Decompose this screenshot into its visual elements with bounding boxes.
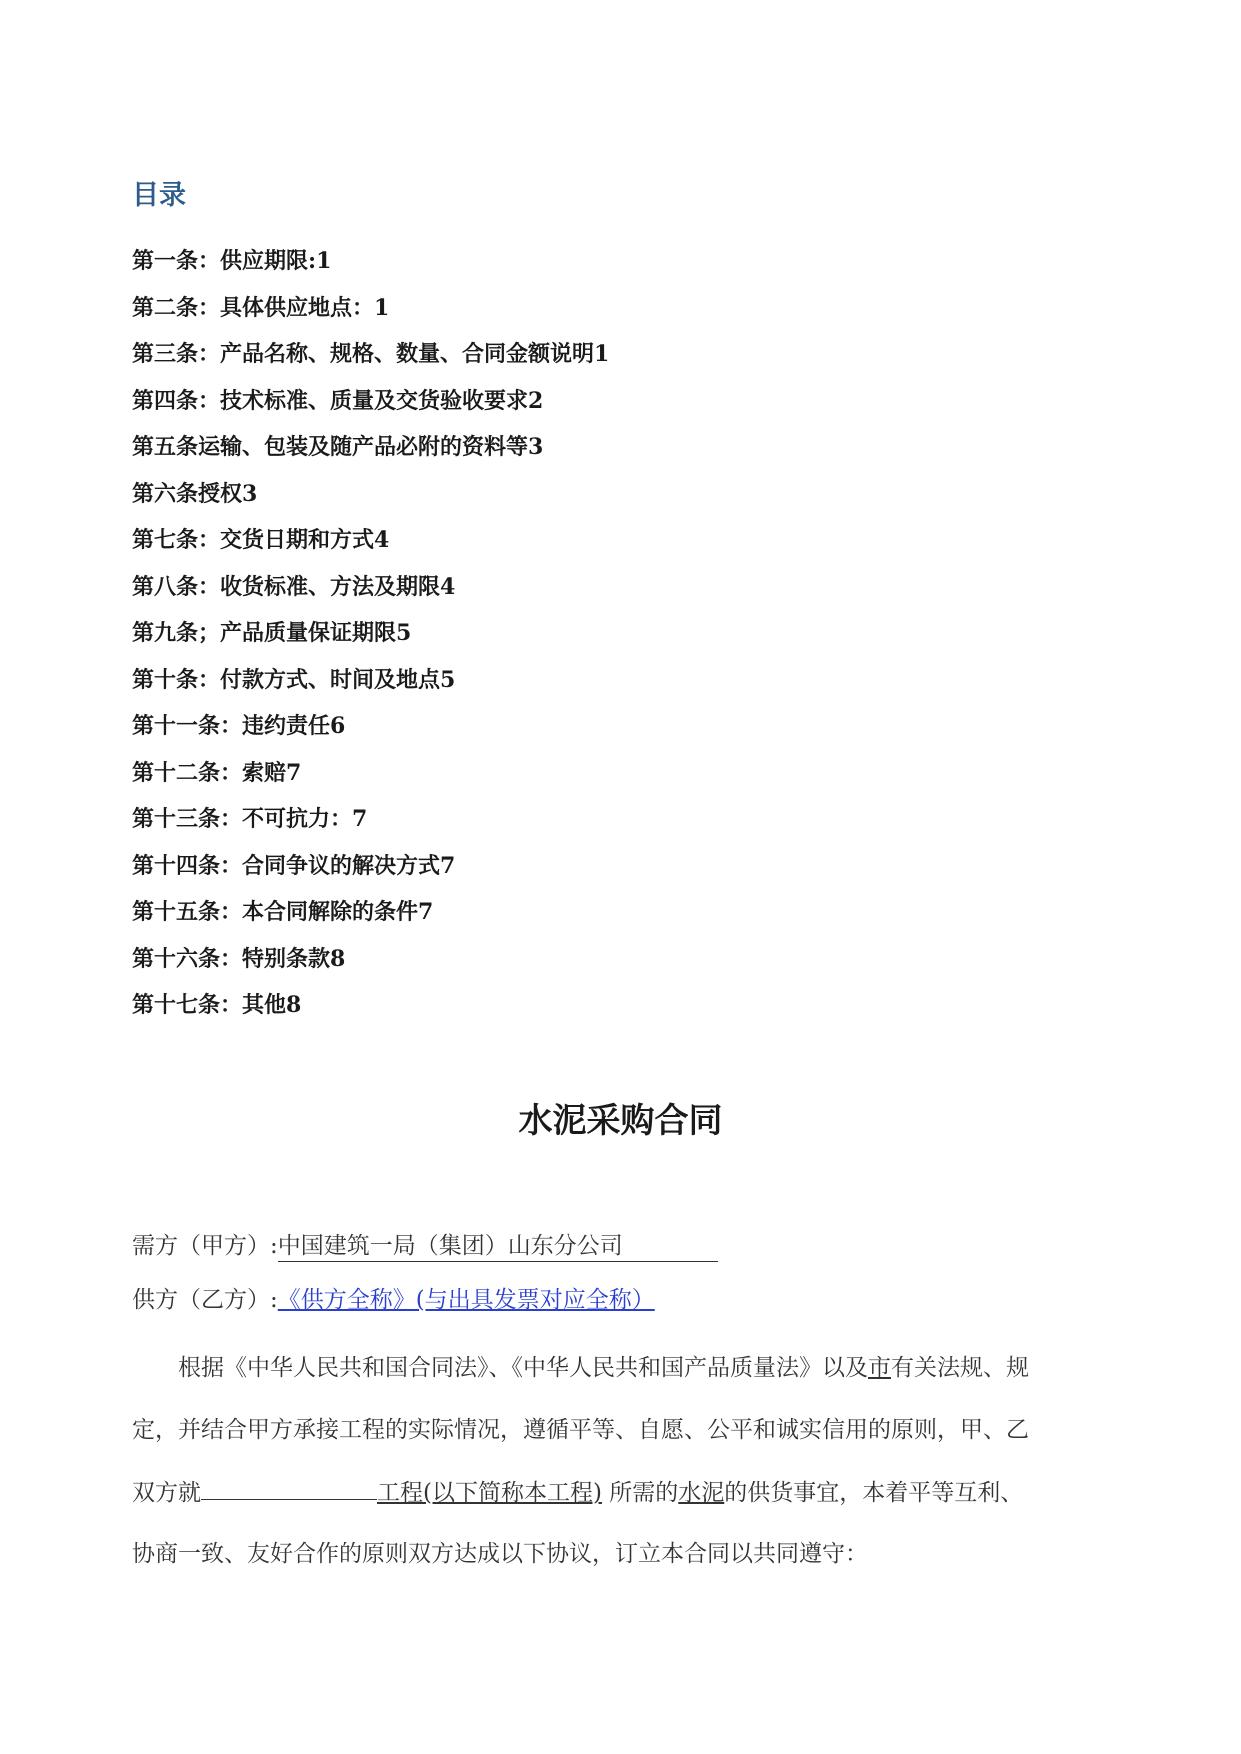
toc-item[interactable]: 第六条授权3	[132, 480, 258, 507]
toc-item[interactable]: 第十七条：其他8	[132, 992, 302, 1018]
table-of-contents	[132, 246, 609, 1037]
toc-item[interactable]: 第九条；产品质量保证期限5	[132, 620, 412, 646]
toc-item[interactable]: 第十六条：特别条款8	[132, 945, 346, 972]
city-field: 市	[868, 1355, 891, 1381]
supplier-line	[132, 1283, 655, 1317]
buyer-line	[132, 1229, 718, 1263]
toc-item[interactable]: 第十五条：本合同解除的条件7	[132, 899, 434, 925]
intro-text: 有关法规、规	[891, 1355, 1029, 1381]
contract-title: 水泥采购合同	[518, 1101, 723, 1141]
intro-line	[132, 1351, 1102, 1413]
toc-item[interactable]: 第十条：付款方式、时间及地点5	[132, 666, 456, 693]
toc-item[interactable]: 第十二条：索赔7	[132, 759, 302, 786]
intro-line: 协商一致、友好合作的原则双方达成以下协议，订立本合同以共同遵守：	[132, 1541, 868, 1567]
toc-item[interactable]: 第十一条：违约责任6	[132, 713, 346, 739]
buyer-label: 需方（甲方）:	[132, 1233, 278, 1259]
toc-item[interactable]: 第十四条：合同争议的解决方式7	[132, 852, 456, 879]
intro-text: 双方就	[132, 1480, 201, 1506]
toc-item[interactable]: 第四条：技术标准、质量及交货验收要求2	[132, 387, 544, 414]
toc-item[interactable]: 第二条：具体供应地点：1	[132, 294, 390, 321]
toc-item[interactable]: 第八条：收货标准、方法及期限4	[132, 573, 456, 600]
buyer-value: 中国建筑一局（集团）山东分公司	[278, 1231, 718, 1262]
project-field: 工程(以下简称本工程)	[377, 1480, 602, 1506]
toc-item[interactable]: 第五条运输、包装及随产品必附的资料等3	[132, 434, 544, 460]
intro-paragraph	[132, 1351, 1102, 1599]
intro-text: 所需的	[609, 1480, 679, 1506]
project-name-blank	[201, 1475, 377, 1500]
intro-line	[132, 1475, 1102, 1537]
intro-line: 定，并结合甲方承接工程的实际情况，遵循平等、自愿、公平和诚实信用的原则，甲、乙	[132, 1417, 1029, 1443]
toc-item[interactable]: 第十三条：不可抗力：7	[132, 806, 368, 832]
toc-item[interactable]: 第七条：交货日期和方式4	[132, 527, 390, 553]
intro-text: 根据《中华人民共和国合同法》、《中华人民共和国产品质量法》以及	[178, 1355, 868, 1381]
toc-item[interactable]: 第一条：供应期限:1	[132, 248, 332, 274]
toc-heading: 目录	[132, 180, 186, 211]
supplier-label: 供方（乙方）:	[132, 1287, 278, 1313]
material-field: 水泥	[678, 1480, 725, 1506]
intro-text: 的供货事宜，本着平等互利、	[724, 1480, 1024, 1506]
toc-item[interactable]: 第三条：产品名称、规格、数量、合同金额说明1	[132, 341, 610, 367]
supplier-value-link[interactable]: 《供方全称》(与出具发票对应全称）	[277, 1287, 655, 1313]
